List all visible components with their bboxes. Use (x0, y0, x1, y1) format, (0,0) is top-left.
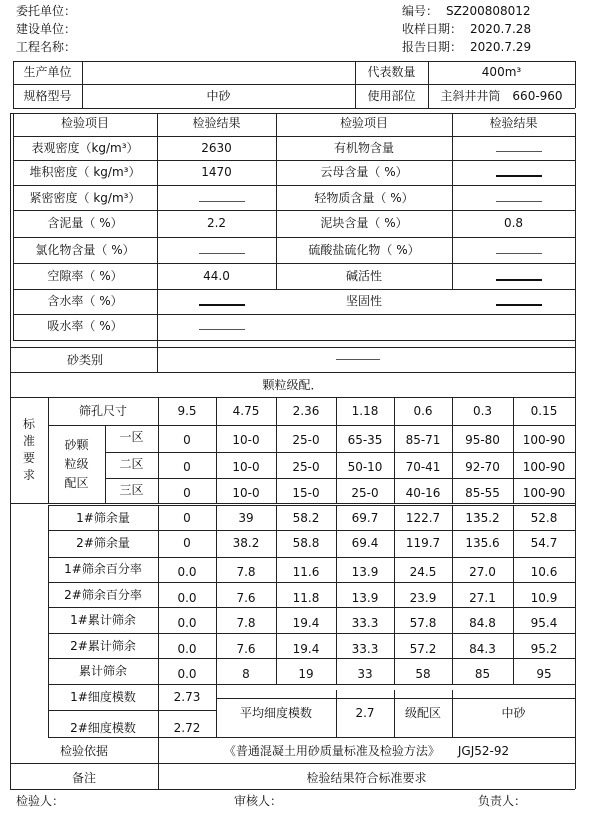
sieve-result-value: 7.6 (236, 591, 256, 605)
sieve-result-label: 1#累计筛余 (70, 613, 136, 627)
sieve-result-value: 52.8 (530, 511, 558, 525)
sieve-result-value: 95.4 (530, 616, 558, 630)
sieve-size-value: 4.75 (232, 404, 260, 418)
zone-name: 三区 (119, 483, 144, 497)
fm2-value: 2.72 (173, 721, 201, 735)
test-left-value: 2630 (201, 141, 232, 155)
zone-name: 二区 (119, 457, 144, 471)
quantity-value: 400m³ (481, 65, 522, 79)
sieve-result-value: 119.7 (405, 536, 441, 550)
test-left-label: 堆积密度（ kg/m³） (29, 165, 141, 179)
reviewer-label: 审核人： (234, 794, 283, 808)
sieve-result-label: 2#筛余百分率 (64, 588, 142, 602)
sieve-result-label: 累计筛余 (78, 664, 127, 678)
quantity-label: 代表数量 (367, 65, 416, 79)
empty-mark (199, 304, 245, 306)
sieve-result-value: 11.6 (292, 565, 320, 579)
test-item-header-right: 检验项目 (339, 116, 388, 130)
sieve-result-value: 0.0 (177, 667, 197, 681)
empty-mark (496, 151, 542, 152)
spec-value: 中砂 (206, 89, 231, 103)
sieve-result-value: 0.0 (177, 616, 197, 630)
grid-hline (48, 557, 575, 558)
zone-limit-value: 40-16 (405, 486, 441, 500)
zone-limit-value: 25-0 (292, 460, 320, 474)
sieve-size-value: 0.6 (413, 404, 433, 418)
zone-limit-value: 25-0 (292, 433, 320, 447)
zone-name: 一区 (119, 430, 144, 444)
test-right-value: 0.8 (503, 216, 524, 230)
sieve-result-value: 13.9 (351, 565, 379, 579)
zone-limit-value: 10-0 (232, 433, 260, 447)
sieve-result-value: 58.2 (292, 511, 320, 525)
sieve-result-value: 95 (536, 667, 552, 681)
zone-limit-value: 92-70 (465, 460, 500, 474)
zone-limit-value: 0 (183, 460, 191, 474)
test-result-header-right: 检验结果 (489, 116, 538, 130)
zone-group-label: 粒级 (64, 457, 89, 471)
fm1-label: 1#细度模数 (70, 690, 136, 704)
test-left-label: 含水率（ %） (47, 294, 123, 308)
standard-label-char: 要 (22, 451, 35, 465)
fm2-label: 2#细度模数 (70, 721, 136, 735)
grid-hline (10, 763, 575, 764)
test-result-header-left: 检验结果 (192, 116, 241, 130)
grid-hline (48, 737, 575, 738)
zone-group-label: 砂颗 (64, 438, 89, 452)
number-value: SZ200808012 (446, 4, 531, 18)
sieve-result-value: 54.7 (530, 536, 558, 550)
grid-hline (105, 478, 575, 479)
zone-limit-value: 85-55 (465, 486, 500, 500)
sieve-result-label: 2#累计筛余 (70, 639, 136, 653)
sieve-size-value: 0.15 (530, 404, 558, 418)
grid-hline (13, 210, 575, 211)
report-date-value: 2020.7.29 (470, 40, 532, 54)
grid-hline (10, 372, 575, 373)
fm1-value: 2.73 (173, 690, 201, 704)
basis-label: 检验依据 (59, 744, 108, 758)
empty-mark (496, 304, 542, 306)
grading-title: 颗粒级配． (262, 378, 323, 392)
sieve-size-value: 1.18 (351, 404, 379, 418)
zone-limit-value: 100-90 (522, 433, 566, 447)
empty-mark (199, 253, 245, 254)
sieve-result-value: 58 (415, 667, 431, 681)
grid-hline (48, 658, 575, 659)
test-left-value: 1470 (201, 165, 232, 179)
zone-limit-value: 50-10 (347, 460, 383, 474)
test-right-label: 有机物含量 (333, 141, 394, 155)
grid-hline (10, 347, 575, 348)
test-right-label: 碱活性 (345, 269, 382, 283)
number-label: 编号： (402, 4, 439, 18)
zone-label: 级配区 (404, 706, 441, 720)
sieve-result-value: 19.4 (292, 616, 320, 630)
grid-hline (13, 185, 575, 186)
sieve-result-value: 58.8 (292, 536, 320, 550)
sieve-result-value: 8 (242, 667, 250, 681)
grid-hline (13, 263, 575, 264)
grid-hline (13, 160, 575, 161)
grid-hline (48, 505, 575, 506)
zone-limit-value: 85-71 (405, 433, 441, 447)
grid-hline (105, 452, 575, 453)
grid-hline (10, 397, 575, 398)
test-left-label: 空隙率（ %） (47, 269, 123, 283)
producer-label: 生产单位 (23, 65, 72, 79)
sieve-result-value: 11.8 (292, 591, 320, 605)
receive-date-label: 收样日期： (402, 22, 463, 36)
zone-limit-value: 100-90 (522, 486, 566, 500)
sieve-result-value: 13.9 (351, 591, 379, 605)
zone-limit-value: 0 (183, 433, 191, 447)
test-right-label: 泥块含量（ %） (320, 216, 408, 230)
sieve-result-value: 33 (357, 667, 373, 681)
test-left-label: 紧密密度（ kg/m³） (29, 191, 141, 205)
sieve-result-value: 33.3 (351, 616, 379, 630)
sieve-result-value: 38.2 (232, 536, 260, 550)
project-label: 工程名称： (16, 40, 77, 54)
zone-limit-value: 65-35 (347, 433, 383, 447)
grid-hline (48, 607, 575, 608)
sieve-result-value: 27.1 (469, 591, 496, 605)
sieve-size-value: 0.3 (472, 404, 493, 418)
empty-mark (496, 201, 542, 202)
remark-label: 备注 (71, 771, 96, 785)
spec-label: 规格型号 (23, 89, 72, 103)
grid-hline (48, 425, 575, 426)
sieve-result-label: 1#筛余百分率 (64, 562, 142, 576)
sieve-result-value: 7.8 (236, 616, 256, 630)
test-right-label: 云母含量（ %） (320, 165, 408, 179)
responsible-label: 负责人： (478, 794, 527, 808)
zone-limit-value: 0 (183, 486, 191, 500)
test-left-value: 44.0 (203, 269, 230, 283)
sieve-result-value: 135.6 (465, 536, 500, 550)
test-left-label: 氯化物含量（ %） (35, 243, 135, 257)
sieve-result-value: 10.9 (530, 591, 558, 605)
zone-limit-value: 25-0 (351, 486, 379, 500)
sieve-result-value: 19 (298, 667, 314, 681)
test-left-label: 吸水率（ %） (47, 319, 123, 333)
grid-hline (13, 289, 575, 290)
sieve-result-value: 7.6 (236, 642, 256, 656)
sieve-result-value: 0 (183, 536, 191, 550)
zone-limit-value: 70-41 (405, 460, 441, 474)
grid-hline (48, 633, 575, 634)
empty-mark (199, 329, 245, 330)
test-right-label: 硫酸盐硫化物（ %） (308, 243, 420, 257)
grid-hline (10, 503, 575, 504)
inspector-label: 检验人： (16, 794, 65, 808)
test-right-label: 坚固性 (345, 294, 382, 308)
sieve-result-value: 85 (474, 667, 491, 681)
zone-limit-value: 15-0 (292, 486, 320, 500)
sieve-result-value: 7.8 (236, 565, 256, 579)
receive-date-value: 2020.7.28 (470, 22, 532, 36)
grid-hline (48, 582, 575, 583)
empty-mark (496, 175, 542, 177)
remark-value: 检验结果符合标准要求 (306, 771, 427, 785)
sieve-result-value: 84.8 (469, 616, 496, 630)
sieve-result-value: 84.3 (469, 642, 496, 656)
test-left-label: 表观密度（kg/m³） (31, 141, 139, 155)
sieve-result-value: 0.0 (177, 565, 197, 579)
sieve-result-value: 27.0 (469, 565, 496, 579)
sieve-result-value: 69.7 (351, 511, 379, 525)
basis-value: 《普通混凝土用砂质量标准及检验方法》 JGJ52-92 (223, 744, 510, 758)
zone-limit-value: 100-90 (522, 460, 566, 474)
sieve-result-value: 33.3 (351, 642, 379, 656)
grid-vline (452, 113, 453, 289)
zone-limit-value: 10-0 (232, 460, 260, 474)
standard-label-char: 求 (22, 468, 35, 482)
zone-limit-value: 10-0 (232, 486, 260, 500)
sieve-result-value: 19.4 (292, 642, 320, 656)
grid-hline (13, 136, 575, 137)
sieve-result-value: 23.9 (409, 591, 437, 605)
sieve-result-value: 39 (238, 511, 254, 525)
avg-fm-label: 平均细度模数 (239, 706, 312, 720)
grid-hline (48, 684, 575, 685)
sieve-result-value: 0.0 (177, 642, 197, 656)
grid-hline (48, 530, 575, 531)
grid-hline (13, 340, 575, 341)
empty-mark (496, 253, 542, 254)
test-item-header-left: 检验项目 (60, 116, 109, 130)
test-right-label: 轻物质含量（ %） (314, 191, 414, 205)
sieve-result-value: 122.7 (405, 511, 441, 525)
sieve-result-value: 135.2 (465, 511, 500, 525)
grid-hline (216, 698, 575, 699)
grid-hline (48, 710, 216, 711)
client-label: 委托单位： (16, 4, 77, 18)
zone-limit-value: 95-80 (465, 433, 500, 447)
standard-label-char: 标 (22, 417, 35, 431)
sieve-result-value: 69.4 (351, 536, 379, 550)
grid-hline (13, 314, 575, 315)
sieve-result-value: 95.2 (530, 642, 558, 656)
avg-fm-value: 2.7 (355, 706, 375, 720)
sieve-result-value: 57.2 (409, 642, 437, 656)
standard-label-char: 准 (22, 434, 35, 448)
test-left-value: 2.2 (206, 216, 227, 230)
sieve-result-value: 10.6 (530, 565, 558, 579)
location-label: 使用部位 (367, 89, 416, 103)
test-left-label: 含泥量（ %） (47, 216, 123, 230)
empty-mark (199, 201, 245, 202)
sieve-result-value: 24.5 (409, 565, 437, 579)
sieve-result-label: 1#筛余量 (76, 511, 130, 525)
grid-hline (13, 237, 575, 238)
sand-type-label: 砂类别 (66, 353, 103, 367)
sieve-result-value: 0.0 (177, 591, 197, 605)
sieve-size-label: 筛孔尺寸 (78, 404, 127, 418)
location-value: 主斜井井筒 660-960 (440, 89, 563, 103)
sieve-result-label: 2#筛余量 (76, 536, 130, 550)
sieve-size-value: 2.36 (292, 404, 320, 418)
zone-group-label: 配区 (64, 476, 89, 490)
zone-value: 中砂 (501, 706, 526, 720)
sieve-result-value: 0 (183, 511, 191, 525)
report-date-label: 报告日期： (402, 40, 463, 54)
sieve-size-value: 9.5 (177, 404, 197, 418)
sieve-result-value: 57.8 (409, 616, 437, 630)
empty-mark (496, 279, 542, 281)
construction-label: 建设单位： (16, 22, 77, 36)
sand-type-dash (336, 359, 380, 360)
